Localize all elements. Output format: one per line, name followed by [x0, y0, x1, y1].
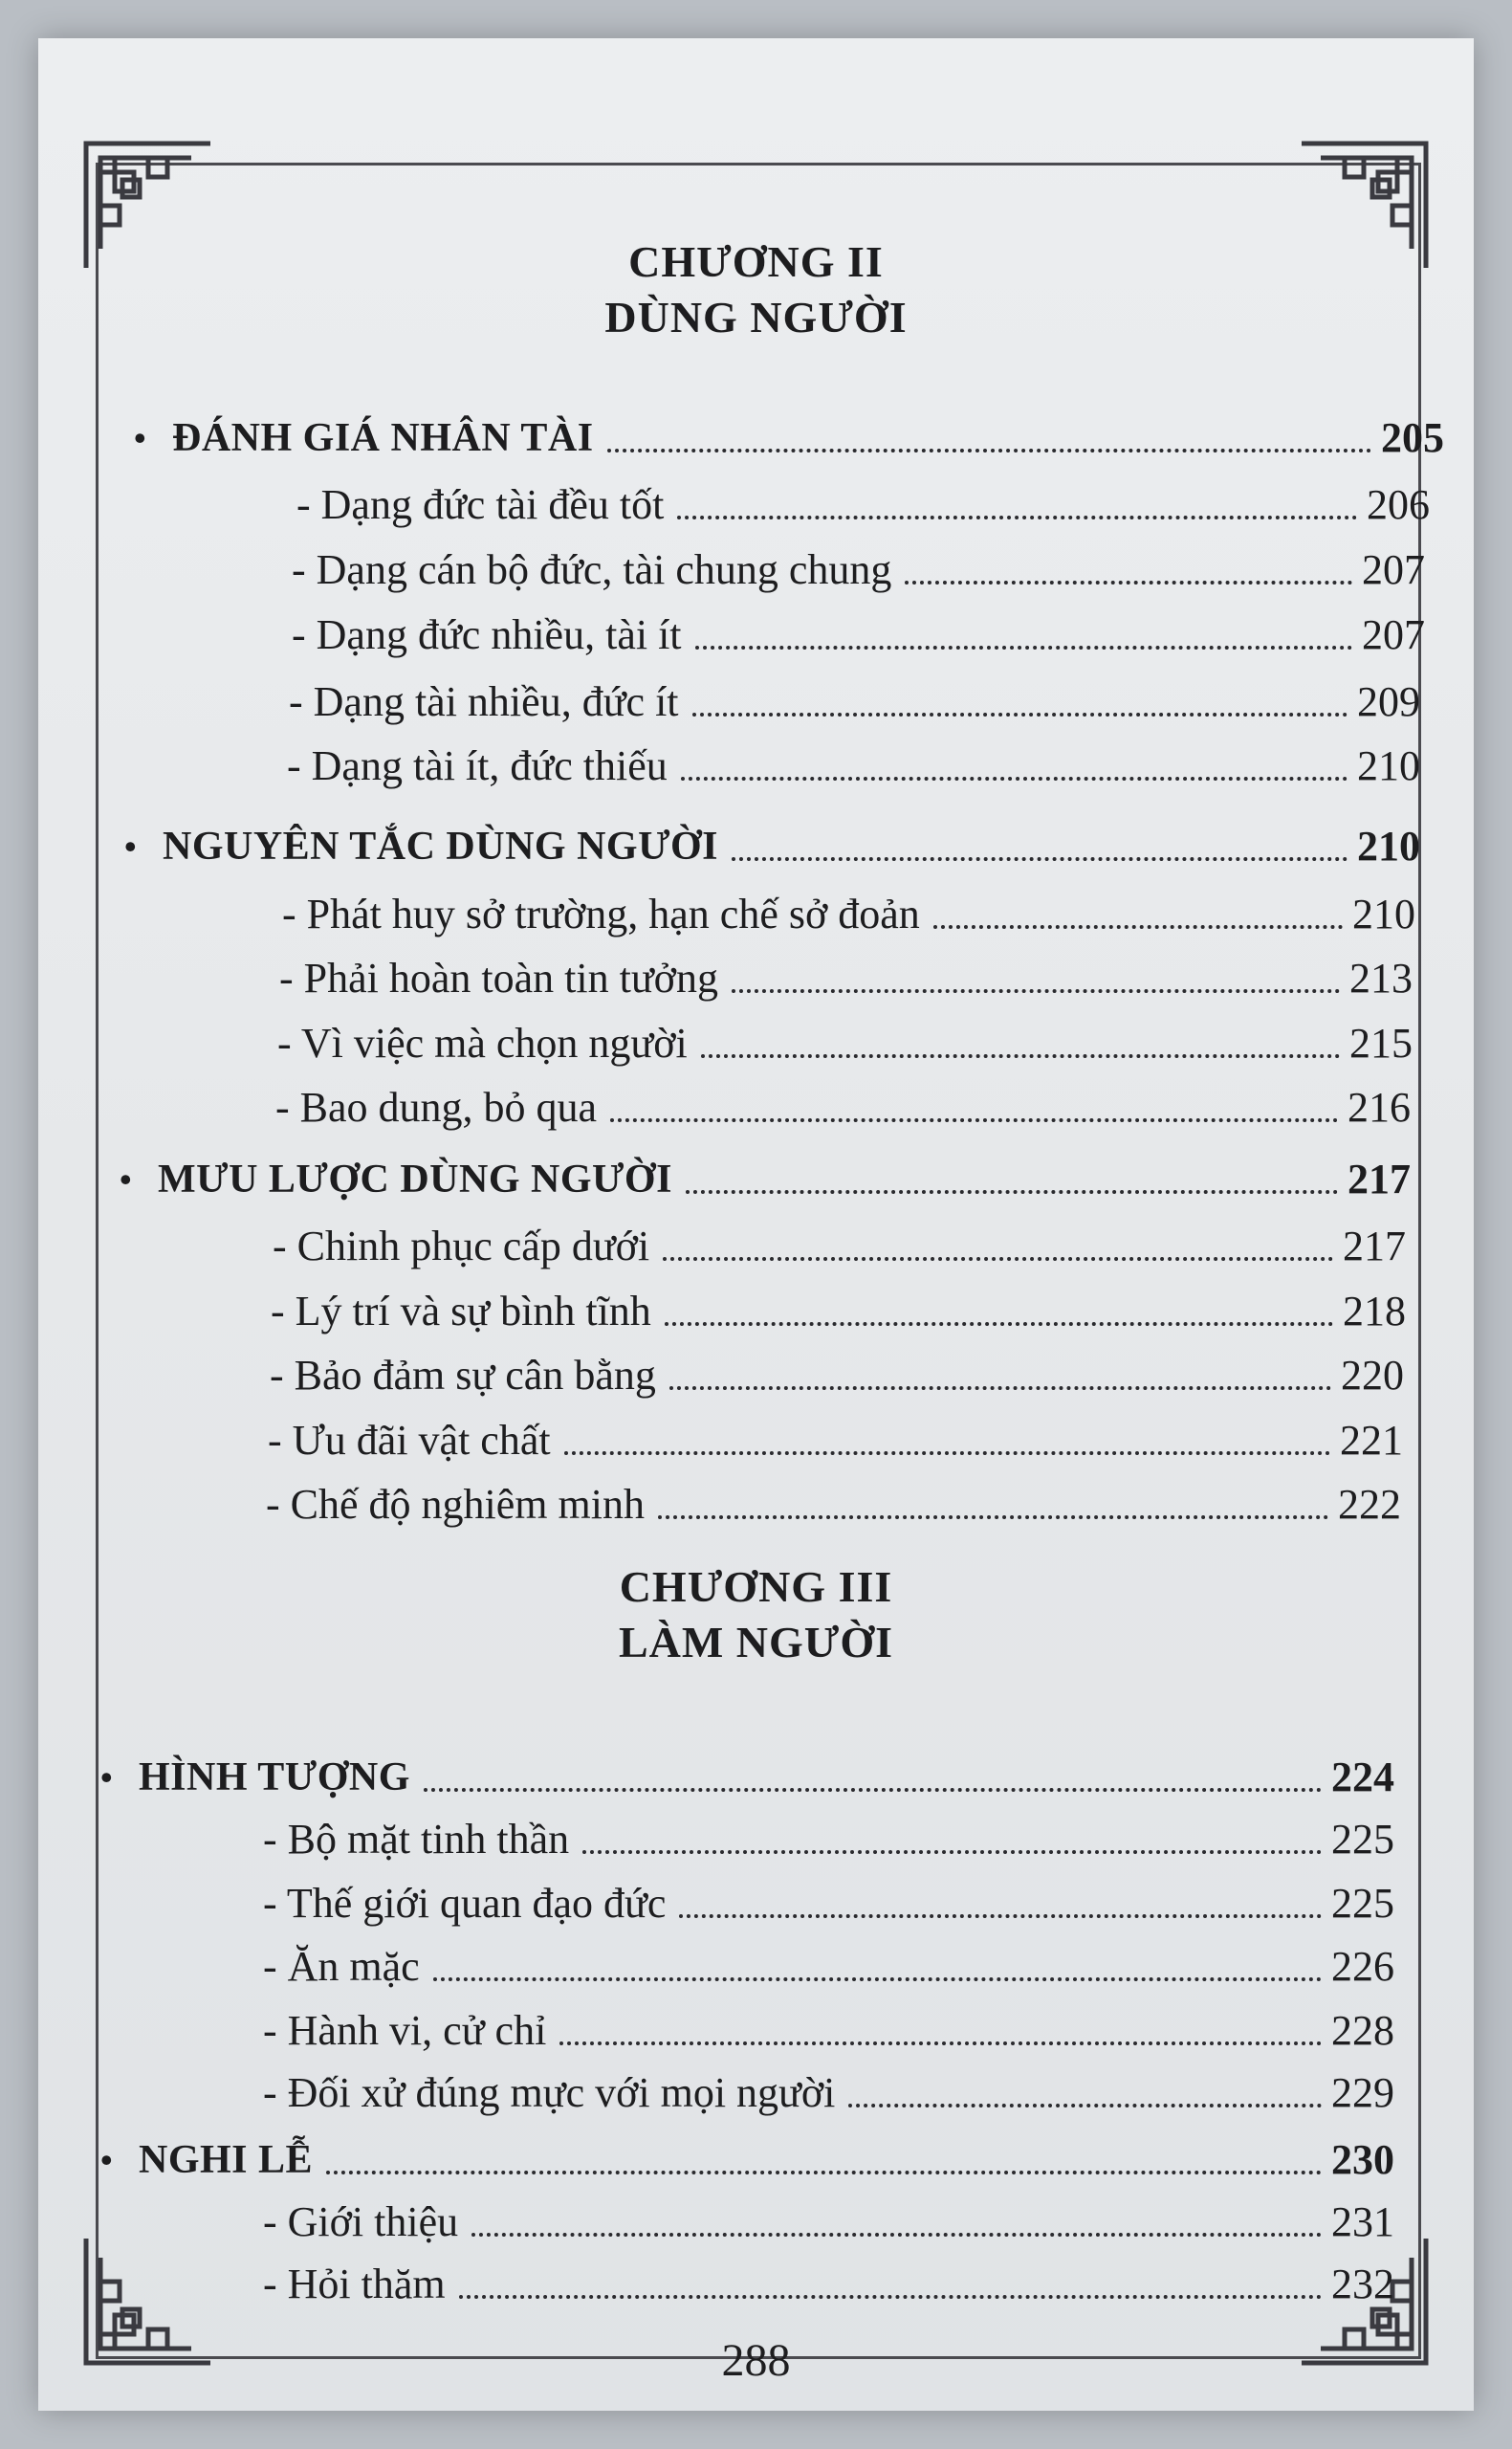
toc-entry-label: HÌNH TƯỢNG	[139, 1755, 410, 1799]
toc-page-number: 222	[1338, 1481, 1401, 1528]
toc-entry-row	[263, 2253, 1394, 2310]
toc-page-number: 228	[1331, 2007, 1394, 2054]
toc-entry-label: - Bảo đảm sự cân bằng	[270, 1352, 656, 1399]
bullet-icon: •	[120, 1160, 132, 1199]
toc-page-number: 210	[1357, 823, 1420, 870]
dot-leader	[695, 646, 1352, 650]
toc-page-number: 216	[1348, 1084, 1411, 1131]
toc-entry-row	[263, 2062, 1394, 2119]
toc-entry-row	[289, 671, 1420, 728]
toc-page-number: 210	[1357, 742, 1420, 789]
toc-entry-label: - Ăn mặc	[263, 1943, 420, 1990]
toc-page-number: 210	[1352, 891, 1415, 938]
toc-entry-row	[275, 1076, 1411, 1134]
toc-entry-label: - Thế giới quan đạo đức	[263, 1880, 667, 1927]
dot-leader	[564, 1451, 1330, 1455]
toc-entry-row	[263, 1872, 1394, 1930]
toc-entry-row	[282, 883, 1415, 940]
dot-leader	[610, 1118, 1338, 1122]
chapter-number: CHƯƠNG II	[628, 237, 884, 286]
toc-entry-label: - Hỏi thăm	[263, 2261, 446, 2307]
toc-entry-label: - Đối xử đúng mực với mọi người	[263, 2069, 836, 2116]
dot-leader	[658, 1515, 1328, 1519]
toc-entry-row	[263, 2191, 1394, 2248]
dot-leader	[607, 449, 1371, 452]
dot-leader	[692, 713, 1348, 717]
toc-entry-row	[287, 735, 1420, 792]
toc-page-number: 231	[1331, 2198, 1394, 2245]
toc-entry-label: MƯU LƯỢC DÙNG NGƯỜI	[158, 1158, 672, 1202]
toc-entry-label: - Phát huy sở trường, hạn chế sở đoản	[282, 891, 920, 938]
toc-entry-label: - Lý trí và sự bình tĩnh	[271, 1288, 651, 1335]
dot-leader	[471, 2233, 1322, 2237]
toc-page-number: 213	[1349, 955, 1413, 1002]
dot-leader	[701, 1054, 1340, 1058]
toc-entry-row	[279, 947, 1413, 1004]
toc-entry-label: NGUYÊN TẮC DÙNG NGƯỜI	[163, 825, 719, 869]
chapter-heading	[38, 1559, 1474, 1670]
dot-leader	[433, 1977, 1322, 1981]
dot-leader	[681, 777, 1348, 781]
toc-page-number: 207	[1362, 546, 1425, 593]
dot-leader	[669, 1386, 1331, 1390]
toc-entry-row	[292, 539, 1425, 596]
toc-entry-row	[266, 1473, 1401, 1531]
chapter-heading	[38, 234, 1474, 345]
page-number: 288	[721, 2335, 791, 2386]
toc-entry-row	[263, 1808, 1394, 1865]
toc-section-row	[100, 2129, 1394, 2186]
toc-entry-label: - Ưu đãi vật chất	[268, 1417, 551, 1464]
toc-entry-label: - Chế độ nghiêm minh	[266, 1481, 645, 1528]
toc-section-row	[134, 407, 1444, 464]
toc-section-row	[124, 815, 1420, 872]
toc-entry-row	[296, 474, 1430, 531]
dot-leader	[732, 989, 1340, 993]
toc-entry-label: - Dạng tài ít, đức thiếu	[287, 742, 668, 789]
toc-page-number: 218	[1343, 1288, 1406, 1335]
toc-page-number: 226	[1331, 1943, 1394, 1990]
toc-page-number: 221	[1340, 1417, 1403, 1464]
bullet-icon: •	[100, 1758, 113, 1797]
toc-page-number: 215	[1349, 1020, 1413, 1067]
dot-leader	[665, 1322, 1333, 1326]
toc-entry-label: - Bộ mặt tinh thần	[263, 1816, 570, 1863]
toc-entry-row	[292, 604, 1425, 661]
dot-leader	[679, 1914, 1322, 1918]
toc-section-row	[120, 1148, 1411, 1205]
dot-leader	[933, 925, 1343, 929]
bullet-icon: •	[134, 419, 146, 457]
dot-leader	[459, 2295, 1322, 2299]
toc-page-number: 225	[1331, 1880, 1394, 1927]
bullet-icon: •	[124, 827, 137, 866]
toc-page-number: 229	[1331, 2069, 1394, 2116]
toc-entry-row	[271, 1280, 1406, 1337]
toc-page-number: 206	[1367, 481, 1430, 528]
toc-entry-label: ĐÁNH GIÁ NHÂN TÀI	[172, 416, 594, 460]
chapter-title: DÙNG NGƯỜI	[604, 293, 908, 342]
toc-entry-label: NGHI LỄ	[139, 2138, 314, 2182]
toc-page-number: 205	[1381, 414, 1444, 461]
toc-entry-row	[273, 1215, 1406, 1272]
toc-entry-row	[277, 1012, 1413, 1070]
dot-leader	[686, 1190, 1338, 1194]
dot-leader	[848, 2104, 1322, 2107]
toc-entry-label: - Chinh phục cấp dưới	[273, 1223, 650, 1269]
dot-leader	[732, 857, 1348, 861]
toc-entry-row	[270, 1344, 1404, 1401]
toc-entry-label: - Dạng đức tài đều tốt	[296, 481, 665, 528]
toc-page-number: 209	[1357, 678, 1420, 725]
toc-page-number: 230	[1331, 2136, 1394, 2183]
toc-entry-row	[263, 1999, 1394, 2057]
chapter-number: CHƯƠNG III	[619, 1562, 893, 1611]
dot-leader	[424, 1788, 1322, 1792]
toc-page-number: 232	[1331, 2261, 1394, 2307]
toc-page-number: 224	[1331, 1754, 1394, 1800]
toc-entry-row	[268, 1409, 1403, 1467]
toc-entry-label: - Dạng cán bộ đức, tài chung chung	[292, 546, 892, 593]
toc-section-row	[100, 1746, 1394, 1803]
dot-leader	[582, 1850, 1322, 1854]
toc-page-number: 217	[1343, 1223, 1406, 1269]
dot-leader	[326, 2171, 1322, 2174]
dot-leader	[677, 516, 1357, 519]
toc-entry-row	[263, 1935, 1394, 1993]
toc-entry-label: - Giới thiệu	[263, 2198, 459, 2245]
toc-entry-label: - Dạng tài nhiều, đức ít	[289, 678, 679, 725]
dot-leader	[663, 1257, 1333, 1261]
dot-leader	[905, 581, 1352, 585]
dot-leader	[559, 2041, 1322, 2045]
book-page	[38, 38, 1474, 2411]
toc-page-number: 220	[1341, 1352, 1404, 1399]
toc-page-number: 217	[1348, 1156, 1411, 1202]
toc-entry-label: - Dạng đức nhiều, tài ít	[292, 611, 682, 658]
toc-entry-label: - Hành vi, cử chỉ	[263, 2007, 547, 2054]
toc-entry-label: - Phải hoàn toàn tin tưởng	[279, 955, 718, 1002]
toc-entry-label: - Bao dung, bỏ qua	[275, 1084, 598, 1131]
toc-page-number: 207	[1362, 611, 1425, 658]
toc-page-number: 225	[1331, 1816, 1394, 1863]
chapter-title: LÀM NGƯỜI	[618, 1618, 894, 1666]
bullet-icon: •	[100, 2141, 113, 2179]
toc-entry-label: - Vì việc mà chọn người	[277, 1020, 688, 1067]
